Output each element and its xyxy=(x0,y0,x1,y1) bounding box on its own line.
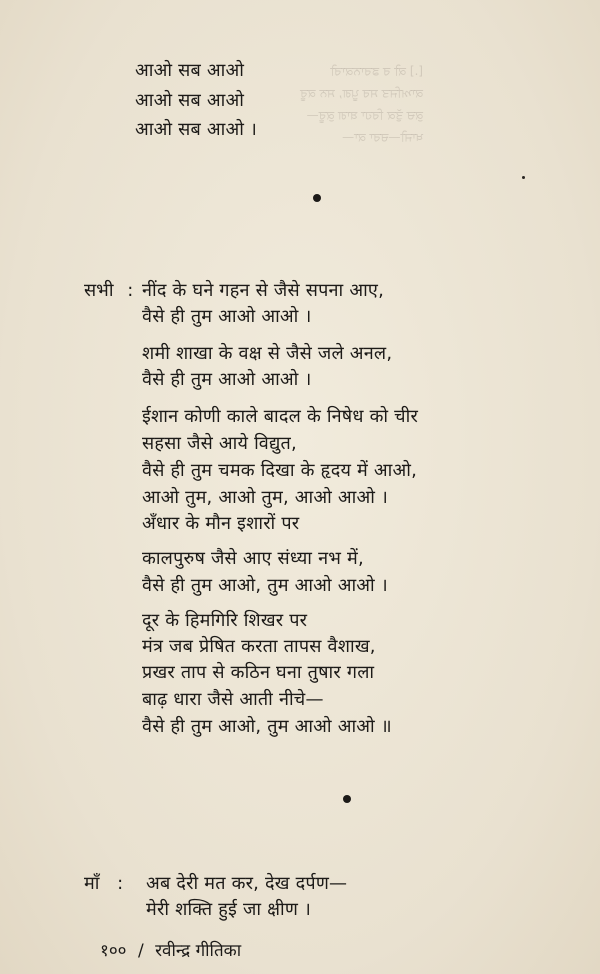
intro-line-3: आओ सब आओ । xyxy=(135,119,258,140)
verse-line: आओ तुम, आओ तुम, आओ आओ । xyxy=(142,487,389,508)
intro-line-1: आओ सब आओ xyxy=(135,60,245,81)
speaker-name: सभी xyxy=(84,280,114,301)
verse-line: कालपुरुष जैसे आए संध्या नभ में, xyxy=(142,548,364,569)
show-through-text: [.] ਕੀ ਰ ਡਰਾਨਕਾਰੀ ਕਾਅਜਿਤ ਸਰ ਪੂਗ, ਸਨ ਕਰੂ ਕੁਚ ਤੁੱਕ ਰਿਹਾ ਬਾਗ ਕੁਰੂ— ਖਾਜੀ—ਚਰਾ ਕਾ— xyxy=(300,64,424,144)
verse-line: मंत्र जब प्रेषित करता तापस वैशाख, xyxy=(142,636,376,657)
verse-line: वैसे ही तुम चमक दिखा के हृदय में आओ, xyxy=(142,460,418,481)
verse-line: नींद के घने गहन से जैसे सपना आए, xyxy=(142,280,385,301)
verse-line: प्रखर ताप से कठिन घना तुषार गला xyxy=(142,662,375,683)
verse-line: वैसे ही तुम आओ, तुम आओ आओ । xyxy=(142,575,388,596)
intro-line-2: आओ सब आओ xyxy=(135,90,245,111)
section-divider-bullet xyxy=(313,194,321,202)
verse-line: वैसे ही तुम आओ आओ । xyxy=(142,369,312,390)
verse-line: ईशान कोणी काले बादल के निषेध को चीर xyxy=(142,406,419,427)
speaker-label-maa xyxy=(84,873,123,895)
page-number: १०० xyxy=(100,941,127,961)
verse-line: वैसे ही तुम आओ आओ । xyxy=(142,306,312,327)
speaker-separator: : xyxy=(127,280,134,301)
speaker-separator: : xyxy=(117,873,124,894)
verse-line: मेरी शक्ति हुई जा क्षीण । xyxy=(146,899,312,920)
book-title: रवीन्द्र गीतिका xyxy=(155,941,242,961)
speaker-label-sabhi xyxy=(84,280,133,302)
speaker-name: माँ xyxy=(84,873,100,894)
footer-divider: / xyxy=(137,941,144,961)
section-divider-bullet xyxy=(343,795,351,803)
verse-line: शमी शाखा के वक्ष से जैसे जले अनल, xyxy=(142,343,393,364)
verse-line: दूर के हिमगिरि शिखर पर xyxy=(142,610,308,631)
verse-line: सहसा जैसे आये विद्युत, xyxy=(142,433,297,454)
paper-speck xyxy=(522,176,525,179)
verse-line: अब देरी मत कर, देख दर्पण— xyxy=(146,873,348,894)
verse-line: वैसे ही तुम आओ, तुम आओ आओ ॥ xyxy=(142,716,392,737)
verse-line: बाढ़ धारा जैसे आती नीचे— xyxy=(142,689,324,710)
page-footer xyxy=(100,940,241,962)
verse-line: अँधार के मौन इशारों पर xyxy=(142,513,300,534)
